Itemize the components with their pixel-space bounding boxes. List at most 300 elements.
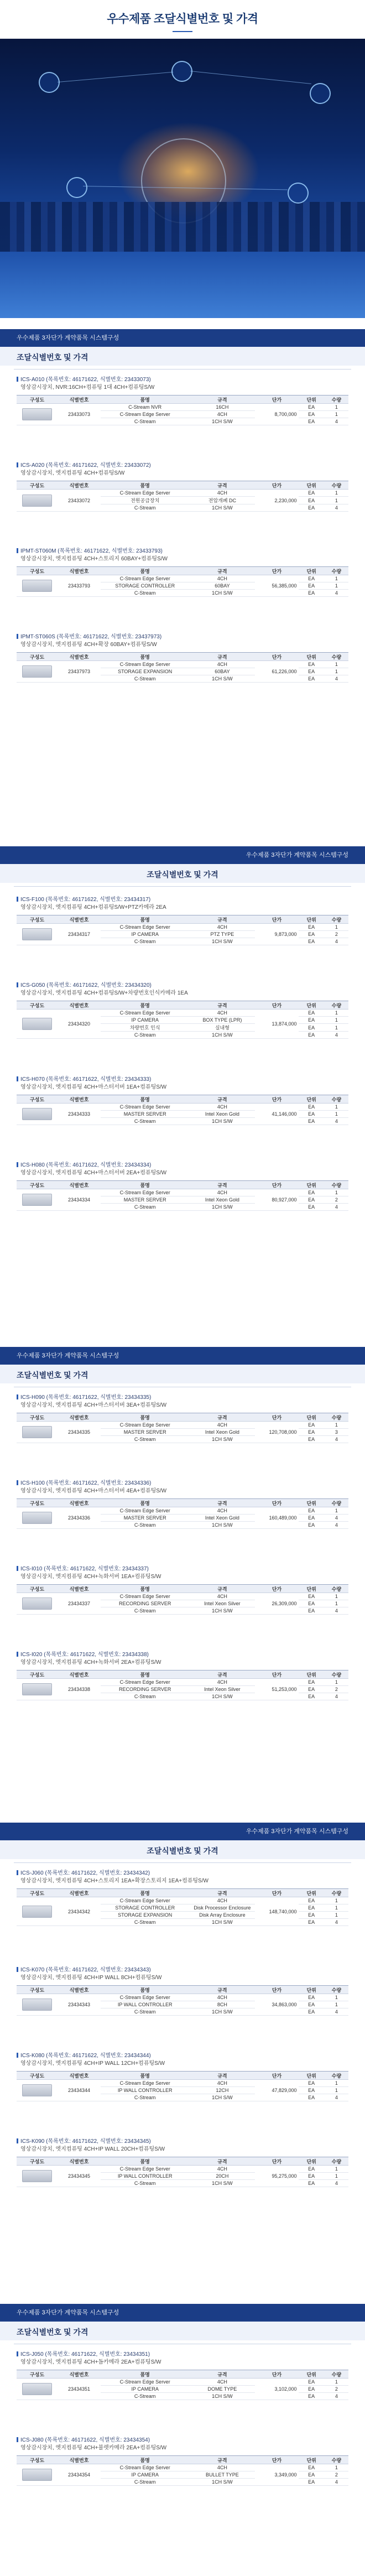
item-unit: EA [299, 590, 325, 597]
column-header: 수량 [325, 1499, 348, 1507]
item-spec: 8CH [189, 2001, 255, 2008]
item-name: RECORDING SERVER [101, 1600, 189, 1607]
section-title: 조달식별번호 및 가격 [17, 2328, 88, 2336]
column-header: 규격 [189, 1499, 255, 1507]
product-price: 3,102,000 [255, 2379, 298, 2400]
product-price: 8,700,000 [255, 404, 298, 425]
table-header-row [17, 1001, 348, 1009]
table-header-row [17, 1499, 348, 1507]
column-header: 품명 [101, 1499, 189, 1507]
item-unit: EA [299, 1024, 325, 1032]
item-quantity: 4 [325, 1693, 348, 1700]
item-quantity: 1 [325, 404, 348, 411]
item-name: IP WALL CONTROLLER [101, 2087, 189, 2094]
column-header: 수량 [325, 2456, 348, 2464]
column-header: 구성도 [17, 2072, 58, 2080]
table-row [17, 575, 348, 582]
item-name: C-Stream Edge Server [101, 490, 189, 497]
product-thumbnail [22, 2084, 52, 2096]
product-description: 영상감시장치, 엣지컴퓨팅 4CH+녹화서버 2EA+컴퓨팅S/W [20, 1659, 161, 1666]
item-unit: EA [299, 1593, 325, 1600]
item-spec: 4CH [189, 2464, 255, 2471]
price-table [17, 1985, 348, 2016]
product-model-line: ICS-H070 (목록번호: 46171622, 식별번호: 23434333) [17, 1076, 348, 1084]
item-unit: EA [299, 2087, 325, 2094]
item-spec: 1CH S/W [189, 2479, 255, 2486]
item-quantity: 4 [325, 590, 348, 597]
product-image-cell [17, 1507, 58, 1529]
item-spec: 60BAY [189, 582, 255, 590]
column-header: 단위 [299, 1001, 325, 1009]
product-description: 영상감시장치, 엣지컴퓨팅 4CH+마스터서버 3EA+컴퓨팅S/W [20, 1402, 167, 1408]
item-unit: EA [299, 504, 325, 512]
item-spec: 4CH [189, 1897, 255, 1904]
item-spec: PTZ TYPE [189, 931, 255, 938]
price-table [17, 1670, 348, 1700]
column-header: 식별번호 [58, 1585, 101, 1593]
column-header: 품명 [101, 1001, 189, 1009]
item-name: 차량번호 인식 [101, 1024, 189, 1032]
table-header-row [17, 567, 348, 575]
item-unit: EA [299, 661, 325, 668]
price-table [17, 2157, 348, 2187]
item-quantity: 1 [325, 1009, 348, 1017]
item-quantity: 1 [325, 1600, 348, 1607]
item-name: C-Stream Edge Server [101, 924, 189, 931]
item-quantity: 2 [325, 931, 348, 938]
product-model-line: ICS-K080 (목록번호: 46171622, 식별번호: 23434344) [17, 2052, 348, 2060]
item-spec: 1CH S/W [189, 1522, 255, 1529]
item-spec: 1CH S/W [189, 2094, 255, 2101]
table-header [17, 653, 348, 661]
item-quantity: 2 [325, 1196, 348, 1204]
product-description: 영상감시장치, 엣지컴퓨팅 4CH+확장 60BAY+컴퓨팅S/W [20, 642, 157, 648]
column-header: 단위 [299, 1986, 325, 1994]
product-thumbnail [22, 1512, 52, 1524]
table-header-row [17, 653, 348, 661]
item-name: C-Stream Edge Server [101, 1593, 189, 1600]
product-code: 23434333 [58, 1104, 101, 1125]
product-model-line: IPMT-ST060M (목록번호: 46171622, 식별번호: 23433793) [17, 548, 348, 555]
table-row [17, 2379, 348, 2386]
column-header: 수량 [325, 1413, 348, 1422]
table-header [17, 2456, 348, 2464]
column-header: 식별번호 [58, 2072, 101, 2080]
table-row [17, 1897, 348, 1904]
product-price: 34,863,000 [255, 1994, 298, 2016]
column-header: 수량 [325, 1585, 348, 1593]
column-header: 구성도 [17, 1585, 58, 1593]
product-price: 95,275,000 [255, 2166, 298, 2187]
page-title: 우수제품 조달식별번호 및 가격 [0, 10, 365, 32]
item-name: C-Stream [101, 590, 189, 597]
product-price: 160,489,000 [255, 1507, 298, 1529]
column-header: 품명 [101, 1413, 189, 1422]
table-body [17, 1104, 348, 1125]
column-header: 품명 [101, 395, 189, 404]
price-table [17, 1498, 348, 1529]
product-description: 영상감시장치, 엣지컴퓨팅 4CH+마스터서버 4EA+컴퓨팅S/W [20, 1488, 167, 1494]
column-header: 수량 [325, 1889, 348, 1897]
column-header: 규격 [189, 1889, 255, 1897]
item-spec: 실내형 [189, 1024, 255, 1032]
table-row [17, 661, 348, 668]
item-unit: EA [299, 1912, 325, 1919]
item-unit: EA [299, 2094, 325, 2101]
table-header-row [17, 1671, 348, 1679]
section-band: 우수제품 3자단가 계약품목 시스템구성 [0, 846, 365, 864]
item-quantity: 4 [325, 2393, 348, 2400]
column-header: 구성도 [17, 1986, 58, 1994]
table-header-row [17, 1986, 348, 1994]
column-header: 단가 [255, 481, 298, 490]
section-title: 조달식별번호 및 가격 [17, 353, 88, 362]
product-code: 23437973 [58, 661, 101, 683]
item-spec: BULLET TYPE [189, 2471, 255, 2479]
item-name: C-Stream Edge Server [101, 1679, 189, 1686]
column-header: 단위 [299, 1499, 325, 1507]
table-header [17, 1499, 348, 1507]
product-description: 영상감시장치, 엣지컴퓨팅 4CH+IP WALL 12CH+컴퓨팅S/W [20, 2060, 165, 2067]
item-spec: Intel Xeon Silver [189, 1686, 255, 1693]
product-description: 영상감시장치, 엣지컴퓨팅 4CH+스토리지 1EA+확장스토리지 1EA+컴퓨팅S/W [20, 1878, 208, 1884]
column-header: 수량 [325, 2157, 348, 2166]
item-name: IP CAMERA [101, 1017, 189, 1024]
item-spec: 1CH S/W [189, 1032, 255, 1039]
column-header: 규격 [189, 2456, 255, 2464]
table-row [17, 1679, 348, 1686]
table-body [17, 924, 348, 945]
item-name: C-Stream [101, 2180, 189, 2187]
item-name: STORAGE EXPANSION [101, 668, 189, 675]
table-body [17, 1009, 348, 1039]
product-image-cell [17, 1189, 58, 1211]
item-quantity: 1 [325, 1897, 348, 1904]
product-thumbnail [22, 1108, 52, 1120]
item-quantity: 2 [325, 1686, 348, 1693]
product-price: 148,740,000 [255, 1897, 298, 1926]
product-thumbnail [22, 2170, 52, 2182]
column-header: 구성도 [17, 2456, 58, 2464]
table-row [17, 1104, 348, 1111]
column-header: 규격 [189, 1181, 255, 1189]
item-quantity: 1 [325, 582, 348, 590]
price-table [17, 1584, 348, 1615]
item-spec: 12CH [189, 2087, 255, 2094]
item-spec: 1CH S/W [189, 1693, 255, 1700]
column-header: 수량 [325, 653, 348, 661]
item-unit: EA [299, 2180, 325, 2187]
item-spec: BOX TYPE (LPR) [189, 1017, 255, 1024]
item-name: C-Stream Edge Server [101, 2080, 189, 2087]
product-model-line: ICS-F100 (목록번호: 46171622, 식별번호: 23434317) [17, 896, 348, 904]
table-body [17, 2080, 348, 2101]
item-quantity: 1 [325, 2173, 348, 2180]
column-header: 식별번호 [58, 1001, 101, 1009]
product-model-line: ICS-G050 (목록번호: 46171622, 식별번호: 23434320) [17, 982, 348, 990]
product-code: 23433072 [58, 490, 101, 512]
item-quantity: 4 [325, 1522, 348, 1529]
column-header: 단위 [299, 567, 325, 575]
item-quantity: 4 [325, 2180, 348, 2187]
product-price: 56,385,000 [255, 575, 298, 597]
product-block [17, 896, 348, 945]
column-header: 구성도 [17, 2157, 58, 2166]
item-unit: EA [299, 1897, 325, 1904]
item-spec: 1CH S/W [189, 2180, 255, 2187]
item-spec: 4CH [189, 924, 255, 931]
column-header: 구성도 [17, 1413, 58, 1422]
column-header: 수량 [325, 1671, 348, 1679]
column-header: 규격 [189, 2157, 255, 2166]
item-quantity: 1 [325, 1422, 348, 1429]
column-header: 수량 [325, 481, 348, 490]
table-body [17, 2166, 348, 2187]
column-header: 단가 [255, 567, 298, 575]
table-row [17, 2080, 348, 2087]
column-header: 단위 [299, 1181, 325, 1189]
product-block [17, 1870, 348, 1926]
section-band: 우수제품 3자단가 계약품목 시스템구성 [0, 1823, 365, 1840]
item-spec: 4CH [189, 1593, 255, 1600]
product-price: 26,309,000 [255, 1593, 298, 1615]
item-unit: EA [299, 1111, 325, 1118]
column-header: 규격 [189, 915, 255, 924]
column-header: 단위 [299, 395, 325, 404]
item-name: C-Stream Edge Server [101, 2464, 189, 2471]
column-header: 구성도 [17, 1095, 58, 1104]
column-header: 식별번호 [58, 481, 101, 490]
item-quantity: 1 [325, 490, 348, 497]
item-spec: 1CH S/W [189, 1436, 255, 1443]
item-quantity: 4 [325, 1032, 348, 1039]
price-table [17, 395, 348, 425]
item-quantity: 1 [325, 1189, 348, 1196]
column-header: 구성도 [17, 1499, 58, 1507]
item-spec: 1CH S/W [189, 418, 255, 425]
column-header: 단가 [255, 1671, 298, 1679]
table-header [17, 1585, 348, 1593]
product-price: 47,829,000 [255, 2080, 298, 2101]
column-header: 단위 [299, 1585, 325, 1593]
product-image-cell [17, 1897, 58, 1926]
table-body [17, 2379, 348, 2400]
column-header: 식별번호 [58, 1986, 101, 1994]
product-thumbnail [22, 2383, 52, 2395]
product-thumbnail [22, 580, 52, 592]
item-quantity: 1 [325, 1024, 348, 1032]
item-unit: EA [299, 924, 325, 931]
column-header: 품명 [101, 1889, 189, 1897]
item-spec: 4CH [189, 1189, 255, 1196]
item-spec: 1CH S/W [189, 675, 255, 683]
item-quantity: 4 [325, 938, 348, 945]
item-spec: 4CH [189, 575, 255, 582]
item-spec: Intel Xeon Gold [189, 1196, 255, 1204]
product-block [17, 2351, 348, 2400]
product-block [17, 1966, 348, 2016]
column-header: 규격 [189, 1986, 255, 1994]
product-block [17, 1480, 348, 1529]
item-quantity: 1 [325, 924, 348, 931]
column-header: 품명 [101, 2072, 189, 2080]
column-header: 단가 [255, 653, 298, 661]
column-header: 단위 [299, 1671, 325, 1679]
column-header: 단위 [299, 2370, 325, 2379]
product-model-line: ICS-A020 (목록번호: 46171622, 식별번호: 23433072) [17, 462, 348, 470]
column-header: 식별번호 [58, 395, 101, 404]
item-unit: EA [299, 1436, 325, 1443]
table-header [17, 1986, 348, 1994]
item-name: C-Stream [101, 418, 189, 425]
column-header: 규격 [189, 395, 255, 404]
column-header: 품명 [101, 1181, 189, 1189]
item-unit: EA [299, 1600, 325, 1607]
item-unit: EA [299, 2479, 325, 2486]
product-block [17, 376, 348, 425]
item-name: C-Stream Edge Server [101, 1897, 189, 1904]
column-header: 식별번호 [58, 1671, 101, 1679]
item-quantity: 4 [325, 675, 348, 683]
product-block [17, 1651, 348, 1700]
table-row [17, 1009, 348, 1017]
item-unit: EA [299, 1017, 325, 1024]
item-unit: EA [299, 931, 325, 938]
item-name: IP CAMERA [101, 2386, 189, 2393]
item-unit: EA [299, 2464, 325, 2471]
hero-image [0, 39, 365, 318]
item-name: C-Stream [101, 2094, 189, 2101]
item-spec: 1CH S/W [189, 1118, 255, 1125]
column-header: 식별번호 [58, 567, 101, 575]
column-header: 규격 [189, 1413, 255, 1422]
table-row [17, 1189, 348, 1196]
product-block [17, 2437, 348, 2486]
table-header-row [17, 1889, 348, 1897]
product-model-line: ICS-H090 (목록번호: 46171622, 식별번호: 23434335) [17, 1394, 348, 1402]
item-spec: 4CH [189, 1507, 255, 1515]
product-description: 영상감시장치, 엣지컴퓨팅 4CH+컴퓨팅S/W [20, 470, 125, 476]
item-spec: 1CH S/W [189, 2393, 255, 2400]
product-thumbnail [22, 1906, 52, 1918]
table-header-row [17, 2370, 348, 2379]
column-header: 단가 [255, 1986, 298, 1994]
product-code: 23434336 [58, 1507, 101, 1529]
table-header [17, 2157, 348, 2166]
product-image-cell [17, 661, 58, 683]
item-name: C-Stream Edge Server [101, 1994, 189, 2001]
item-spec: Intel Xeon Gold [189, 1429, 255, 1436]
item-unit: EA [299, 2173, 325, 2180]
table-body [17, 575, 348, 597]
product-block [17, 2052, 348, 2101]
item-spec: 60BAY [189, 668, 255, 675]
item-name: C-Stream [101, 1032, 189, 1039]
item-spec: 전압개폐 DC [189, 497, 255, 504]
column-header: 식별번호 [58, 2157, 101, 2166]
column-header: 단가 [255, 1889, 298, 1897]
item-quantity: 4 [325, 2008, 348, 2016]
table-header-row [17, 1585, 348, 1593]
item-name: STORAGE CONTROLLER [101, 1904, 189, 1912]
item-unit: EA [299, 404, 325, 411]
item-name: C-Stream Edge Server [101, 1422, 189, 1429]
column-header: 규격 [189, 2370, 255, 2379]
item-unit: EA [299, 1422, 325, 1429]
product-model-line: ICS-K070 (목록번호: 46171622, 식별번호: 23434343) [17, 1966, 348, 1974]
column-header: 단위 [299, 2157, 325, 2166]
item-name: 전원공급장치 [101, 497, 189, 504]
column-header: 품명 [101, 481, 189, 490]
item-name: C-Stream Edge Server [101, 411, 189, 418]
column-header: 식별번호 [58, 2370, 101, 2379]
item-quantity: 1 [325, 661, 348, 668]
item-unit: EA [299, 1032, 325, 1039]
product-description: 영상감시장치, 엣지컴퓨팅 4CH+돔카메라 2EA+컴퓨팅S/W [20, 2359, 161, 2365]
product-block [17, 1394, 348, 1443]
item-name: C-Stream [101, 938, 189, 945]
price-table [17, 566, 348, 597]
item-unit: EA [299, 2379, 325, 2386]
price-table [17, 2071, 348, 2101]
column-header: 품명 [101, 653, 189, 661]
product-thumbnail [22, 665, 52, 678]
item-quantity: 4 [325, 1919, 348, 1926]
column-header: 식별번호 [58, 1095, 101, 1104]
item-unit: EA [299, 1515, 325, 1522]
product-code: 23434337 [58, 1593, 101, 1615]
table-row [17, 924, 348, 931]
product-thumbnail [22, 1683, 52, 1695]
item-name: C-Stream Edge Server [101, 1507, 189, 1515]
item-quantity: 2 [325, 2386, 348, 2393]
column-header: 규격 [189, 1671, 255, 1679]
item-quantity: 1 [325, 668, 348, 675]
column-header: 단위 [299, 653, 325, 661]
section-band: 우수제품 3자단가 계약품목 시스템구성 [0, 329, 365, 347]
column-header: 품명 [101, 567, 189, 575]
item-quantity: 1 [325, 1904, 348, 1912]
table-header [17, 2370, 348, 2379]
table-body [17, 1994, 348, 2016]
item-quantity: 4 [325, 1118, 348, 1125]
column-header: 품명 [101, 2456, 189, 2464]
product-description: 영상감시장치, 엣지컴퓨팅 4CH+컴퓨팅S/W+차량번호인식카메라 1EA [20, 990, 188, 996]
column-header: 식별번호 [58, 915, 101, 924]
product-block [17, 1076, 348, 1125]
item-spec: 4CH [189, 1104, 255, 1111]
item-name: C-Stream [101, 504, 189, 512]
product-thumbnail [22, 928, 52, 940]
item-unit: EA [299, 1118, 325, 1125]
section-title: 조달식별번호 및 가격 [17, 1371, 88, 1380]
item-unit: EA [299, 2008, 325, 2016]
product-image-cell [17, 1994, 58, 2016]
product-price: 9,873,000 [255, 924, 298, 945]
item-quantity: 1 [325, 1104, 348, 1111]
column-header: 단가 [255, 1585, 298, 1593]
item-name: IP WALL CONTROLLER [101, 2001, 189, 2008]
column-header: 식별번호 [58, 653, 101, 661]
price-table [17, 1180, 348, 1211]
column-header: 단가 [255, 1413, 298, 1422]
item-name: C-Stream [101, 1607, 189, 1615]
item-name: C-Stream [101, 1919, 189, 1926]
product-description: 영상감시장치, 엣지컴퓨팅 4CH+녹화서버 1EA+컴퓨팅S/W [20, 1574, 161, 1580]
product-block [17, 1565, 348, 1615]
column-header: 구성도 [17, 1889, 58, 1897]
table-header-row [17, 481, 348, 490]
